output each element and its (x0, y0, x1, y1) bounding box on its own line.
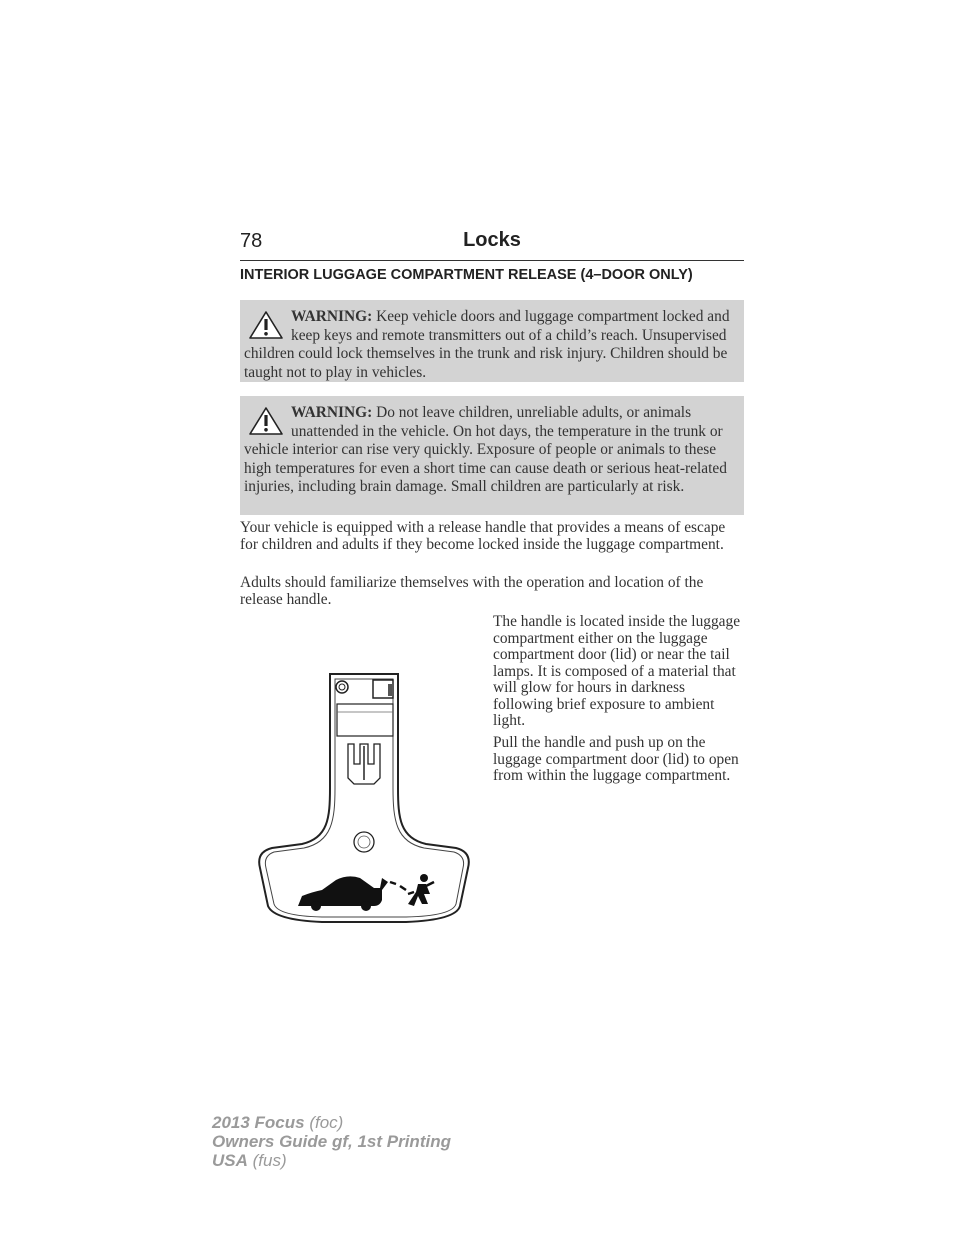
chapter-title: Locks (463, 229, 521, 251)
paragraph-release-handle: Your vehicle is equipped with a release handle that provides a means of escape for children and adults if they become locked inside the luggage compartment. (240, 519, 726, 553)
footer-model-code: (foc) (304, 1113, 344, 1132)
warning-triangle-icon (248, 406, 284, 436)
warning-label: WARNING: (291, 404, 373, 421)
page-footer (212, 1113, 451, 1170)
page-header (240, 228, 744, 261)
warning-box-2 (240, 396, 744, 515)
warning-text: Keep vehicle doors and luggage compartment locked and keep keys and remote transmitters out of a child’s reach. Unsupervised children could lock themselves in the trunk and risk injury. Children should be taught not to play in vehicles. (244, 308, 730, 381)
warning-box-1 (240, 300, 744, 382)
footer-region-code: (fus) (247, 1151, 287, 1170)
warning-label: WARNING: (291, 308, 373, 325)
footer-region: USA (212, 1151, 248, 1170)
section-heading: INTERIOR LUGGAGE COMPARTMENT RELEASE (4–DOOR ONLY) (240, 267, 693, 283)
warning-text: Do not leave children, unreliable adults, or animals unattended in the vehicle. On hot days, the temperature in the trunk or vehicle interior can rise very quickly. Exposure of people or animals to these high temperatures for even a short time can cause death or serious heat-related injuries, including brain damage. Small children are particularly at risk. (244, 404, 727, 496)
paragraph-familiarize: Adults should familiarize themselves with the operation and location of the release handle. (240, 574, 704, 608)
warning-triangle-icon (248, 310, 284, 340)
footer-model: 2013 Focus (212, 1113, 305, 1132)
page-number: 78 (240, 230, 263, 252)
paragraph-pull-handle: Pull the handle and push up on the luggage compartment door (lid) to open from within the luggage compartment. (493, 734, 739, 784)
footer-guide: Owners Guide gf, 1st Printing (212, 1132, 451, 1151)
footer-line-2 (212, 1132, 451, 1151)
footer-line-1 (212, 1113, 451, 1132)
footer-line-3 (212, 1151, 451, 1170)
trunk-release-handle-illustration (256, 668, 472, 924)
paragraph-handle-location: The handle is located inside the luggage compartment either on the luggage compartment door (lid) or near the tail lamps. It is composed of a material that will glow for hours in darkness following brief exposure to ambient light. (493, 613, 741, 729)
